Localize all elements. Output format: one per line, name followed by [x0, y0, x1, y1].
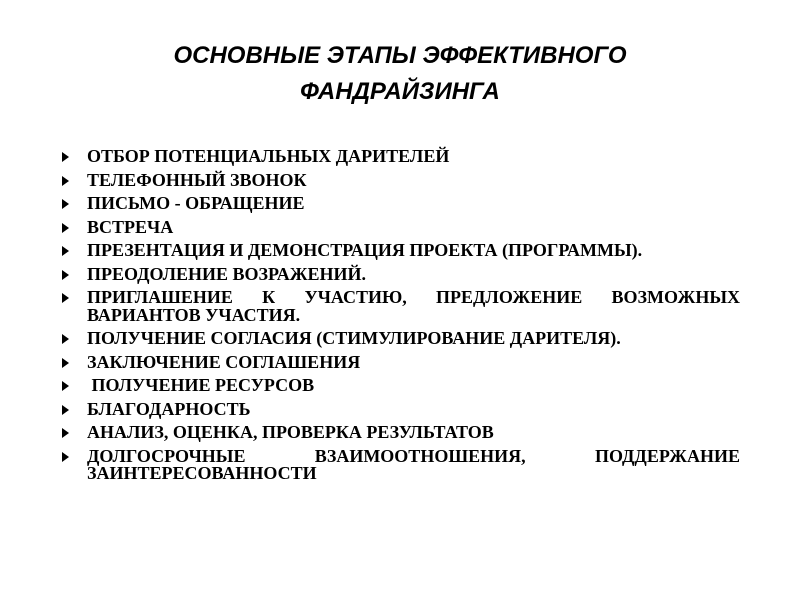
list-item-text: ОТБОР ПОТЕНЦИАЛЬНЫХ ДАРИТЕЛЕЙ — [87, 146, 450, 166]
list-item-text: ПОЛУЧЕНИЕ РЕСУРСОВ — [87, 375, 315, 395]
slide-title-line-1: ОСНОВНЫЕ ЭТАПЫ ЭФФЕКТИВНОГО — [173, 42, 627, 69]
slide-title — [100, 38, 700, 110]
list-item — [62, 263, 740, 284]
list-item — [62, 148, 740, 166]
triangle-right-icon — [62, 152, 69, 162]
triangle-right-icon — [62, 223, 69, 233]
list-item — [62, 377, 740, 395]
triangle-right-icon — [62, 381, 69, 391]
triangle-right-icon — [62, 405, 69, 415]
list-item-text: БЛАГОДАРНОСТЬ — [87, 398, 251, 419]
list-item-text: ПОЛУЧЕНИЕ СОГЛАСИЯ (СТИМУЛИРОВАНИЕ ДАРИТЕЛЯ). — [87, 328, 621, 348]
list-item-text: АНАЛИЗ, ОЦЕНКА, ПРОВЕРКА РЕЗУЛЬТАТОВ — [87, 422, 494, 442]
list-item — [62, 169, 740, 190]
list-item — [62, 287, 745, 325]
list-item — [62, 398, 740, 419]
triangle-right-icon — [62, 270, 69, 280]
list-item-text: ВСТРЕЧА — [87, 216, 174, 237]
triangle-right-icon — [62, 176, 69, 186]
bullet-list — [62, 146, 745, 489]
list-item-text: ТЕЛЕФОННЫЙ ЗВОНОК — [87, 169, 307, 190]
triangle-right-icon — [62, 358, 69, 368]
triangle-right-icon — [62, 199, 69, 209]
list-item — [62, 330, 740, 348]
list-item — [62, 242, 740, 260]
list-item — [62, 445, 745, 483]
list-item — [62, 216, 740, 237]
triangle-right-icon — [62, 334, 69, 344]
list-item — [62, 424, 740, 442]
list-item-text: ПРЕОДОЛЕНИЕ ВОЗРАЖЕНИЙ. — [87, 263, 367, 284]
triangle-right-icon — [62, 246, 69, 256]
triangle-right-icon — [62, 452, 69, 462]
list-item-text: ДОЛГОСРОЧНЫЕ ВЗАИМООТНОШЕНИЯ, ПОДДЕРЖАНИЕ ЗАИНТЕРЕСОВАННОСТИ — [87, 445, 745, 483]
list-item — [62, 351, 740, 372]
list-item-text: ПРЕЗЕНТАЦИЯ И ДЕМОНСТРАЦИЯ ПРОЕКТА (ПРОГРАММЫ). — [87, 240, 643, 260]
list-item-text: ПРИГЛАШЕНИЕ К УЧАСТИЮ, ПРЕДЛОЖЕНИЕ ВОЗМОЖНЫХ ВАРИАНТОВ УЧАСТИЯ. — [87, 287, 745, 325]
list-item-text: ПИСЬМО - ОБРАЩЕНИЕ — [87, 193, 305, 213]
triangle-right-icon — [62, 428, 69, 438]
triangle-right-icon — [62, 293, 69, 303]
list-item-text: ЗАКЛЮЧЕНИЕ СОГЛАШЕНИЯ — [87, 351, 361, 372]
slide-title-line-2: ФАНДРАЙЗИНГА — [300, 78, 500, 105]
list-item — [62, 195, 740, 213]
